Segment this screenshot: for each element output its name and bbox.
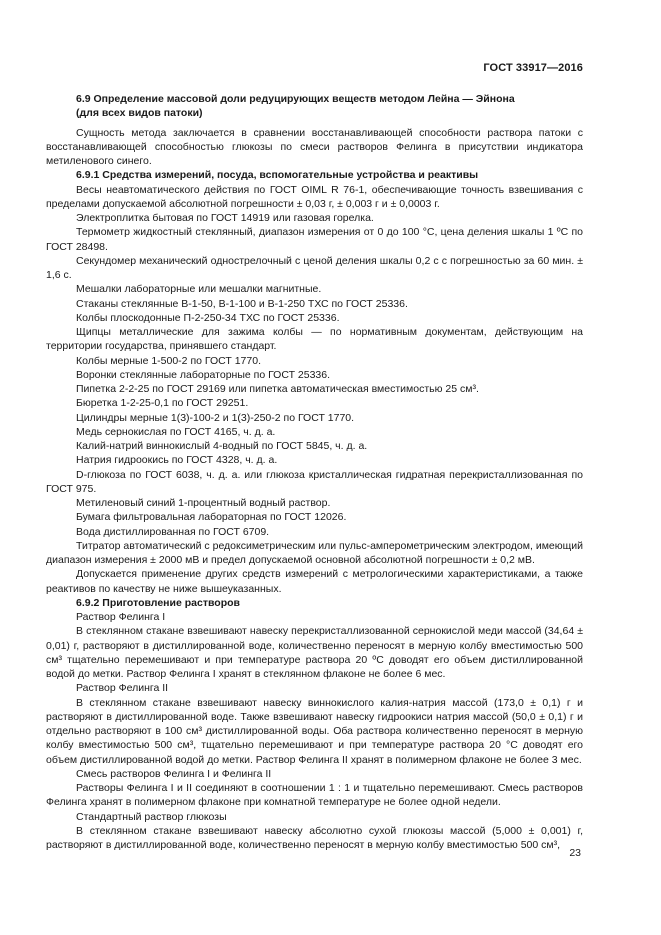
equipment-item: Натрия гидроокись по ГОСТ 4328, ч. д. а. bbox=[76, 454, 278, 467]
method-essence-paragraph: Сущность метода заключается в сравнении восстанавливающей способности раствора патоки с восстанавливающей способностью глюкозы по смеси растворов Фелинга в присутствии индикатора метиленового синего. bbox=[46, 126, 583, 167]
equipment-item: Стаканы стеклянные В-1-50, В-1-100 и В-1-250 ТХС по ГОСТ 25336. bbox=[76, 297, 408, 310]
page-number: 23 bbox=[569, 847, 581, 859]
section-heading-6-9: 6.9 Определение массовой доли редуцирующих веществ методом Лейна — Эйнона bbox=[76, 93, 515, 105]
equipment-item: Колбы плоскодонные П-2-250-34 ТХС по ГОСТ 25336. bbox=[76, 311, 340, 324]
equipment-item: Щипцы металлические для зажима колбы — по нормативным документам, действующим на территории государства, принявшего стандарт. bbox=[46, 326, 583, 353]
document-body bbox=[46, 92, 583, 852]
standard-code-header: ГОСТ 33917—2016 bbox=[483, 62, 583, 74]
equipment-item: Воронки стеклянные лабораторные по ГОСТ 25336. bbox=[76, 368, 331, 381]
equipment-item: Мешалки лабораторные или мешалки магнитные. bbox=[76, 283, 322, 296]
equipment-item: Электроплитка бытовая по ГОСТ 14919 или газовая горелка. bbox=[76, 212, 374, 224]
equipment-item: Бумага фильтровальная лабораторная по ГОСТ 12026. bbox=[76, 511, 347, 524]
equipment-item: Медь сернокислая по ГОСТ 4165, ч. д. а. bbox=[76, 425, 276, 438]
equipment-item: D-глюкоза по ГОСТ 6038, ч. д. а. или глюкоза кристаллическая гидратная перекристаллизованная по ГОСТ 975. bbox=[46, 468, 583, 495]
fehling-mix-title: Смесь растворов Фелинга I и Фелинга II bbox=[76, 767, 272, 780]
fehling-1-title: Раствор Фелинга I bbox=[76, 611, 166, 623]
glucose-solution-title: Стандартный раствор глюкозы bbox=[76, 810, 227, 823]
section-heading-6-9-1: 6.9.1 Средства измерений, посуда, вспомогательные устройства и реактивы bbox=[76, 169, 479, 182]
fehling-mix-paragraph: Растворы Фелинга I и II соединяют в соотношении 1 : 1 и тщательно перемешивают. Смесь растворов Фелинга хранят в полимерном флаконе при комнатной температуре не более одной недели. bbox=[46, 782, 583, 809]
fehling-2-title: Раствор Фелинга II bbox=[76, 682, 169, 695]
section-heading-6-9-subtitle: (для всех видов патоки) bbox=[76, 107, 203, 120]
fehling-2-paragraph: В стеклянном стакане взвешивают навеску виннокислого калия-натрия массой (173,0 ± 0,1) г и растворяют в дистиллированной воде. Также взвешивают навеску гидроокиси натрия массой (50,0 ± 0,1) г и отдельно растворяют в 100 см³ дистиллированной воды. Оба раствора количественно переносят в мерную колбу вместимостью 500 см³, тщательно перемешивают и при температуре раствора 20 °С доводят его объем дистиллированной водой до метки. Раствор Фелинга II хранят в полимерном флаконе не более 3 мес. bbox=[46, 696, 583, 766]
equipment-item: Допускается применение других средств измерений с метрологическими характеристиками, а также реактивов по качеству не ниже вышеуказанных. bbox=[46, 568, 583, 595]
equipment-item: Секундомер механический однострелочный с ценой деления шкалы 0,2 с с погрешностью за 60 мин. ± 1,6 с. bbox=[46, 254, 583, 281]
equipment-item: Бюретка 1-2-25-0,1 по ГОСТ 29251. bbox=[76, 397, 249, 410]
glucose-solution-paragraph: В стеклянном стакане взвешивают навеску абсолютно сухой глюкозы массой (5,000 ± 0,001) г, растворяют в дистиллированной воде, количественно переносят в мерную колбу вместимостью 500 см³, bbox=[46, 824, 583, 851]
equipment-item: Пипетка 2-2-25 по ГОСТ 29169 или пипетка автоматическая вместимостью 25 см³. bbox=[76, 383, 479, 395]
equipment-item: Цилиндры мерные 1(3)-100-2 и 1(3)-250-2 по ГОСТ 1770. bbox=[76, 411, 355, 424]
equipment-item: Метиленовый синий 1-процентный водный раствор. bbox=[76, 497, 331, 509]
equipment-item: Термометр жидкостный стеклянный, диапазон измерения от 0 до 100 °С, цена деления шкалы 1 ºС по ГОСТ 28498. bbox=[46, 226, 583, 253]
equipment-item: Весы неавтоматического действия по ГОСТ OIML R 76-1, обеспечивающие точность взвешивания с пределами допускаемой абсолютной погрешности ± 0,03 г, ± 0,003 г и ± 0,0003 г. bbox=[46, 183, 583, 210]
fehling-1-paragraph: В стеклянном стакане взвешивают навеску перекристаллизованной сернокислой меди массой (34,64 ± 0,01) г, растворяют в дистиллированной воде, количественно переносят в мерную колбу вместимостью 500 см³ тщательно перемешивают и при температуре раствора 20 ºС доводят его объем дистиллированной водой до метки. Раствор Фелинга I хранят в стеклянном флаконе не более 6 мес. bbox=[46, 625, 583, 680]
equipment-item: Вода дистиллированная по ГОСТ 6709. bbox=[76, 525, 270, 538]
equipment-item: Калий-натрий виннокислый 4-водный по ГОСТ 5845, ч. д. а. bbox=[76, 440, 368, 452]
equipment-item: Титратор автоматический с редоксиметрическим или пульс-амперометрическим электродом, имеющий диапазон измерения ± 2000 мВ и предел допускаемой основной абсолютной погрешности ± 0,2 мВ. bbox=[46, 539, 583, 566]
equipment-item: Колбы мерные 1-500-2 по ГОСТ 1770. bbox=[76, 354, 261, 367]
section-heading-6-9-2: 6.9.2 Приготовление растворов bbox=[76, 596, 240, 609]
